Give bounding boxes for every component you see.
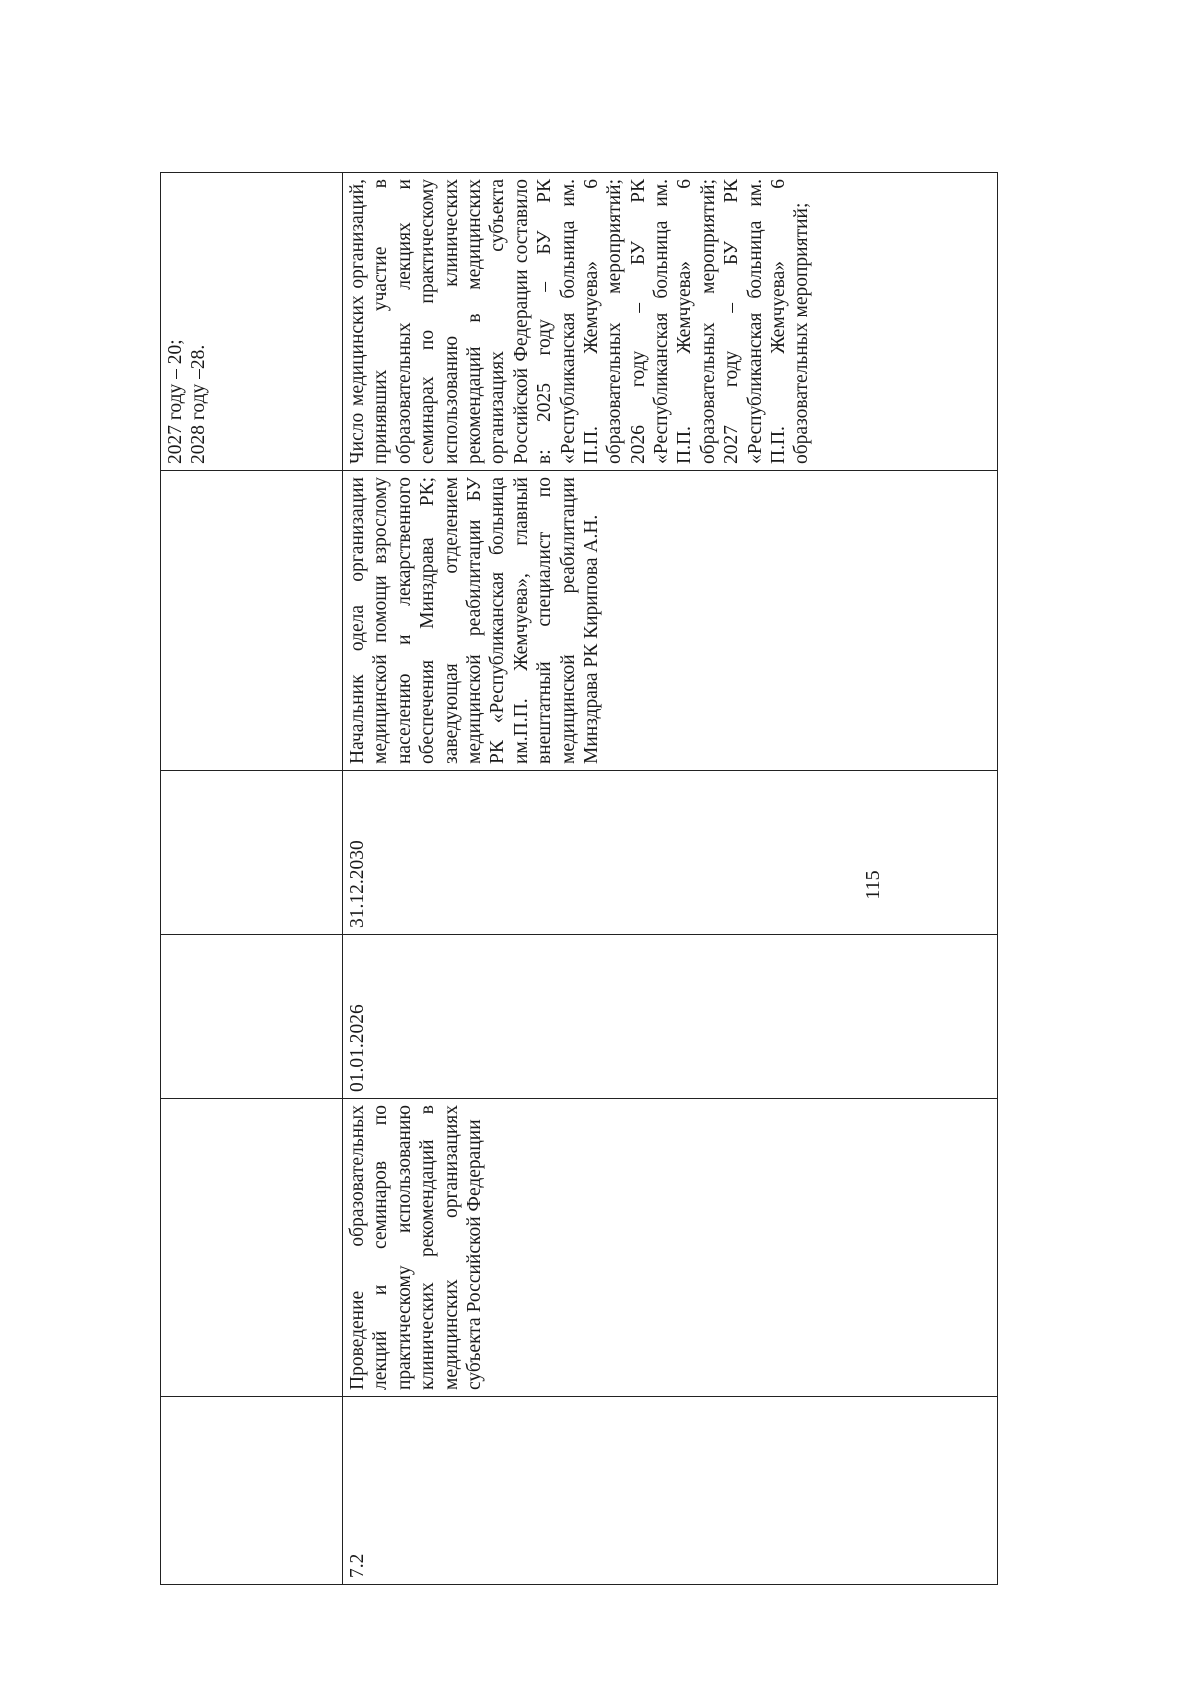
indicator-line: 2028 году –28.: [188, 344, 210, 464]
cell-indicator: Число медицинских организаций, принявших участие в образовательных лекциях и семинарах по практическому использованию клинических рекомендаций в медицинских организациях субъекта Российской Федерации составило в: 2025 году – БУ РК «Республиканская больница им. П.П. Жемчуева» 6 образовательных мероприятий; 2026 году – БУ РК «Республиканская больница им. П.П. Жемчуева» 6 образовательных мероприятий; 2027 году – БУ РК «Республиканская больница им. П.П. Жемчуева» 6 образовательных мероприятий;: [343, 173, 998, 471]
cell-empty: [161, 471, 343, 771]
cell-indicator-tail: [161, 173, 343, 471]
cell-empty: [161, 935, 343, 1099]
cell-start-date: 01.01.2026: [343, 935, 998, 1099]
cell-empty: [161, 771, 343, 935]
cell-responsible: Начальник одела организации медицинской помощи взрослому населению и лекарственного обеспечения Минздрава РК; заведующая отделением медицинской реабилитации БУ РК «Республиканская больница им.П.П. Жемчуева», главный внештатный специалист по медицинской реабилитации Минздрава РК Кирипова А.Н.: [343, 471, 998, 771]
cell-empty: [161, 1397, 343, 1585]
indicator-line: 2027 году – 20;: [165, 339, 186, 464]
cell-empty: [161, 1099, 343, 1397]
table-row-continuation: [161, 173, 343, 1585]
cell-activity: Проведение образовательных лекций и семинаров по практическому использованию клинических рекомендаций в медицинских организациях субъекта Российской Федерации: [343, 1099, 998, 1397]
table-row: [343, 173, 998, 1585]
page-number: 115: [862, 870, 884, 900]
cell-end-date: 31.12.2030: [343, 771, 998, 935]
cell-row-number: 7.2: [343, 1397, 998, 1585]
rotated-page: [0, 125, 1000, 1645]
